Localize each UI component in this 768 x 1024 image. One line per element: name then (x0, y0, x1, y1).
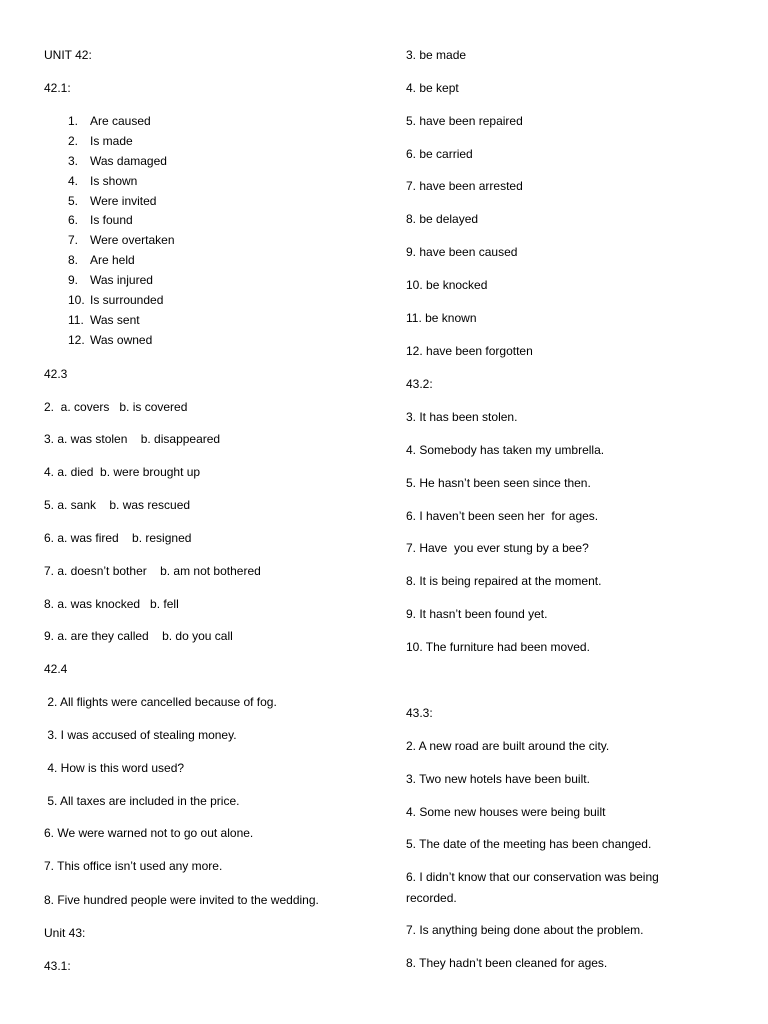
answer-line: 5. have been repaired (406, 114, 523, 128)
list-item: 2. Is made (68, 133, 133, 148)
answer-line: 6. I haven’t been seen her for ages. (406, 509, 599, 523)
section-42-1-heading: 42.1: (44, 81, 71, 95)
list-item: 9. Was injured (68, 273, 153, 288)
answer-line: 6. a. was fired b. resigned (44, 531, 192, 545)
answers-42-1-list (68, 113, 175, 352)
answer-line: 4. be kept (406, 81, 459, 95)
list-item: 4. Is shown (68, 173, 138, 188)
answer-line: 8. a. was knocked b. fell (44, 597, 179, 611)
answer-line: 9. a. are they called b. do you call (44, 629, 233, 643)
answer-line: 6. We were warned not to go out alone. (44, 826, 254, 840)
list-item: 10. Is surrounded (68, 293, 164, 308)
answer-line: 8. They hadn’t been cleaned for ages. (406, 956, 608, 970)
answer-line: 7. Have you ever stung by a bee? (406, 541, 589, 555)
answer-line: 2. All flights were cancelled because of fog. (44, 695, 277, 709)
answer-line: 3. I was accused of stealing money. (44, 728, 237, 742)
unit-42-heading: UNIT 42: (44, 48, 92, 62)
answer-line: 7. have been arrested (406, 179, 523, 193)
answer-line: 4. How is this word used? (44, 761, 185, 775)
answer-line: 8. Five hundred people were invited to the wedding. (44, 893, 319, 907)
list-item: 1. Are caused (68, 114, 151, 128)
section-42-3-heading: 42.3 (44, 367, 68, 381)
answer-line: 4. Some new houses were being built (406, 805, 606, 819)
answer-line: 3. It has been stolen. (406, 410, 518, 424)
answer-line: 5. The date of the meeting has been changed. (406, 837, 652, 851)
answer-line: 7. This office isn’t used any more. (44, 859, 223, 873)
answer-line: 3. Two new hotels have been built. (406, 772, 590, 786)
answer-line: 10. The furniture had been moved. (406, 640, 590, 654)
list-item: 11. Was sent (68, 312, 140, 327)
answer-line: 12. have been forgotten (406, 344, 533, 358)
answer-line: 2. A new road are built around the city. (406, 739, 610, 753)
answer-line: 2. a. covers b. is covered (44, 400, 188, 414)
answer-line: 10. be knocked (406, 278, 488, 292)
answer-line: 5. All taxes are included in the price. (44, 794, 240, 808)
list-item: 6. Is found (68, 213, 133, 228)
section-42-4-heading: 42.4 (44, 662, 68, 676)
answer-line: 5. He hasn’t been seen since then. (406, 476, 591, 490)
section-43-1-heading: 43.1: (44, 959, 71, 973)
answer-line: 11. be known (406, 311, 477, 325)
answer-line: 8. It is being repaired at the moment. (406, 574, 602, 588)
answer-line: 6. be carried (406, 147, 473, 161)
answer-line: 7. Is anything being done about the problem. (406, 923, 644, 937)
answer-line: 9. It hasn’t been found yet. (406, 607, 548, 621)
answer-line: 4. Somebody has taken my umbrella. (406, 443, 605, 457)
list-item: 5. Were invited (68, 193, 157, 208)
list-item: 12. Was owned (68, 332, 153, 347)
answer-line: 5. a. sank b. was rescued (44, 498, 191, 512)
section-43-2-heading: 43.2: (406, 377, 433, 391)
answer-line: 8. be delayed (406, 212, 479, 226)
answer-line: 9. have been caused (406, 245, 518, 259)
answer-line: 6. I didn’t know that our conservation was being (406, 870, 659, 884)
list-item: 7. Were overtaken (68, 233, 175, 248)
section-43-3-heading: 43.3: (406, 706, 433, 720)
list-item: 3. Was damaged (68, 153, 167, 168)
list-item: 8. Are held (68, 253, 135, 268)
answer-line: recorded. (406, 891, 457, 905)
answer-line: 7. a. doesn’t bother b. am not bothered (44, 564, 261, 578)
answer-line: 3. be made (406, 48, 467, 62)
unit-43-heading: Unit 43: (44, 926, 86, 940)
answer-line: 3. a. was stolen b. disappeared (44, 432, 221, 446)
answer-line: 4. a. died b. were brought up (44, 465, 201, 479)
